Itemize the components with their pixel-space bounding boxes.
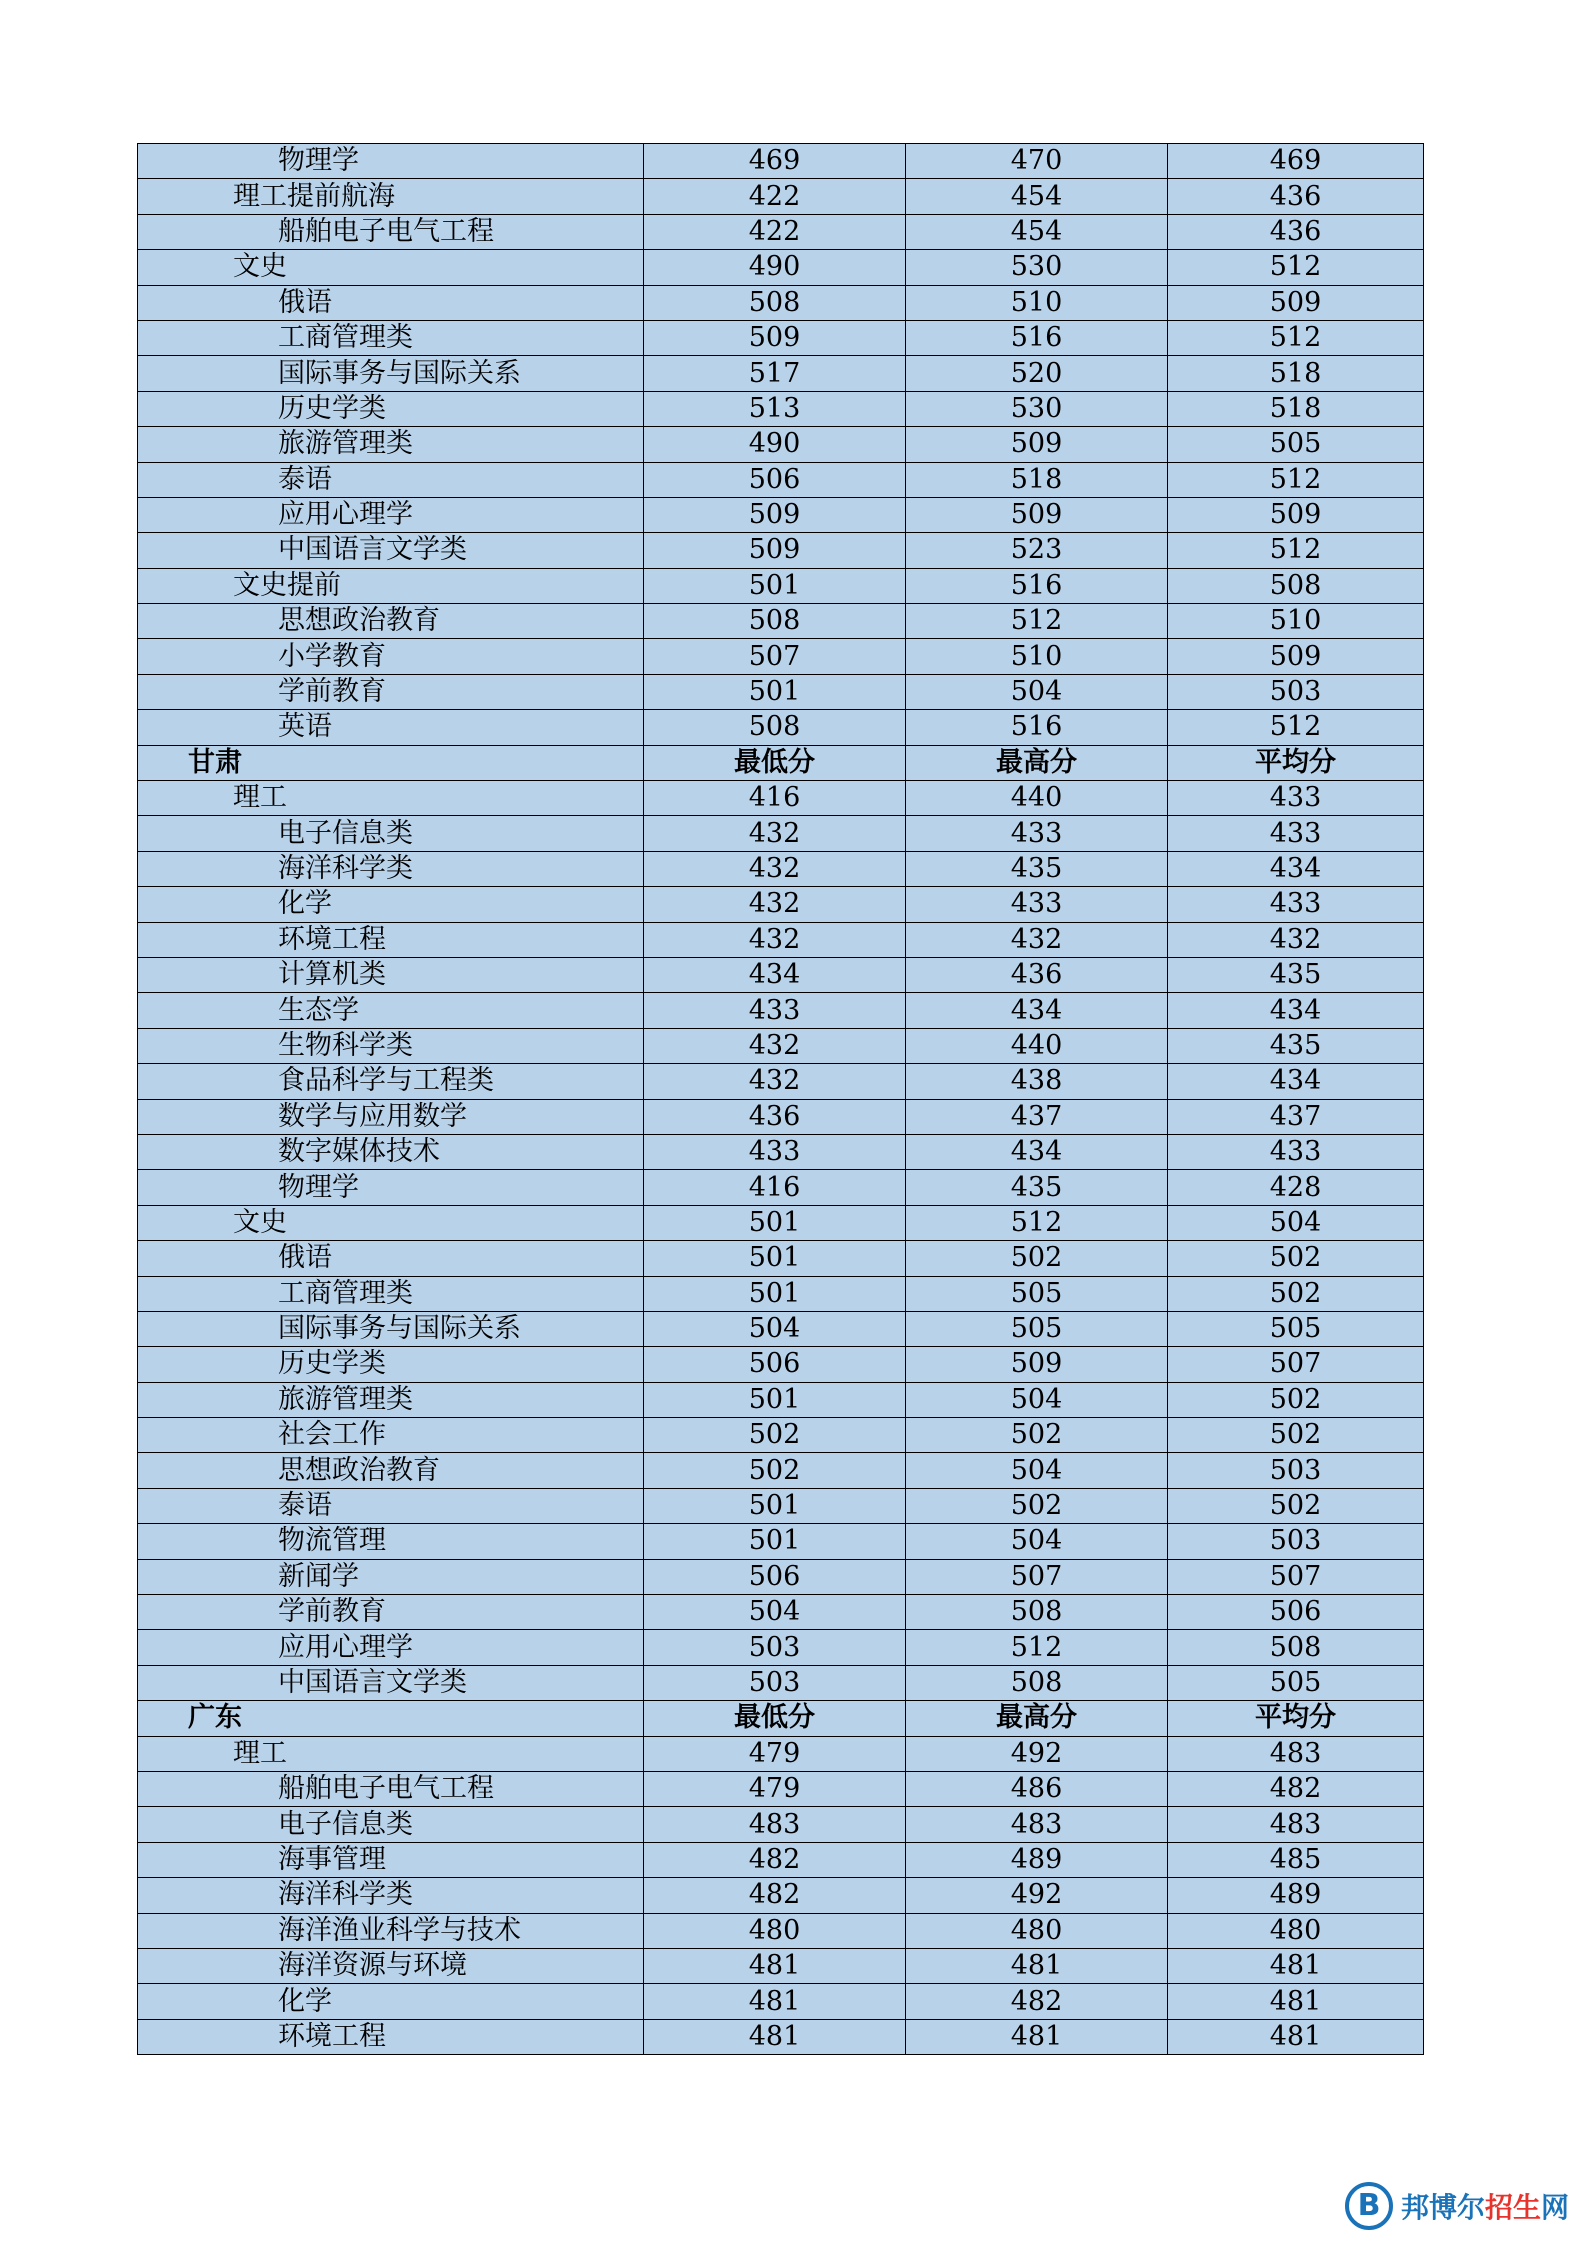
score-table	[137, 143, 1424, 2055]
major-name-cell: 数学与应用数学	[138, 1099, 644, 1134]
avg-score-cell: 512	[1168, 250, 1424, 285]
avg-score-cell: 469	[1168, 144, 1424, 179]
min-score-cell: 506	[644, 1347, 906, 1382]
min-score-cell: 482	[644, 1878, 906, 1913]
table-row	[138, 462, 1424, 497]
avg-score-cell: 508	[1168, 568, 1424, 603]
min-score-cell: 490	[644, 250, 906, 285]
category-row	[138, 1205, 1424, 1240]
major-name-cell: 俄语	[138, 285, 644, 320]
min-score-cell: 509	[644, 320, 906, 355]
max-score-cell: 437	[906, 1099, 1168, 1134]
province-header-row	[138, 745, 1424, 780]
watermark-text-a: 邦博尔	[1401, 2191, 1486, 2224]
min-score-cell: 501	[644, 1276, 906, 1311]
max-score-cell: 518	[906, 462, 1168, 497]
min-score-cell: 501	[644, 1524, 906, 1559]
min-score-cell: 432	[644, 887, 906, 922]
max-score-cell: 508	[906, 1595, 1168, 1630]
min-score-cell: 509	[644, 497, 906, 532]
min-score-cell: 481	[644, 2019, 906, 2054]
min-score-cell: 416	[644, 1170, 906, 1205]
avg-score-cell: 504	[1168, 1205, 1424, 1240]
table-row	[138, 533, 1424, 568]
max-score-cell: 530	[906, 391, 1168, 426]
max-score-cell: 504	[906, 1382, 1168, 1417]
avg-score-cell: 428	[1168, 1170, 1424, 1205]
table-row	[138, 1382, 1424, 1417]
major-name-cell: 文史	[138, 250, 644, 285]
max-score-cell: 440	[906, 781, 1168, 816]
max-score-cell: 504	[906, 1524, 1168, 1559]
table-row	[138, 214, 1424, 249]
table-row	[138, 674, 1424, 709]
column-header-cell: 最低分	[644, 745, 906, 780]
table-row	[138, 887, 1424, 922]
max-score-cell: 505	[906, 1311, 1168, 1346]
min-score-cell: 469	[644, 144, 906, 179]
column-header-cell: 平均分	[1168, 745, 1424, 780]
avg-score-cell: 505	[1168, 427, 1424, 462]
max-score-cell: 502	[906, 1418, 1168, 1453]
table-row	[138, 1453, 1424, 1488]
max-score-cell: 512	[906, 1205, 1168, 1240]
province-header-row	[138, 1701, 1424, 1736]
major-name-cell: 思想政治教育	[138, 604, 644, 639]
min-score-cell: 501	[644, 1488, 906, 1523]
max-score-cell: 435	[906, 1170, 1168, 1205]
table-row	[138, 816, 1424, 851]
avg-score-cell: 502	[1168, 1488, 1424, 1523]
avg-score-cell: 502	[1168, 1418, 1424, 1453]
table-row	[138, 1630, 1424, 1665]
table-row	[138, 2019, 1424, 2054]
max-score-cell: 509	[906, 427, 1168, 462]
avg-score-cell: 437	[1168, 1099, 1424, 1134]
min-score-cell: 509	[644, 533, 906, 568]
avg-score-cell: 512	[1168, 710, 1424, 745]
watermark-text-b: 招生	[1485, 2191, 1542, 2224]
avg-score-cell: 506	[1168, 1595, 1424, 1630]
max-score-cell: 509	[906, 497, 1168, 532]
major-name-cell: 电子信息类	[138, 816, 644, 851]
max-score-cell: 470	[906, 144, 1168, 179]
avg-score-cell: 435	[1168, 957, 1424, 992]
major-name-cell: 环境工程	[138, 922, 644, 957]
major-name-cell: 思想政治教育	[138, 1453, 644, 1488]
max-score-cell: 434	[906, 993, 1168, 1028]
major-name-cell: 电子信息类	[138, 1807, 644, 1842]
max-score-cell: 516	[906, 710, 1168, 745]
max-score-cell: 502	[906, 1488, 1168, 1523]
min-score-cell: 432	[644, 1028, 906, 1063]
max-score-cell: 512	[906, 604, 1168, 639]
min-score-cell: 506	[644, 1559, 906, 1594]
province-name-cell: 广东	[138, 1701, 644, 1736]
major-name-cell: 中国语言文学类	[138, 1665, 644, 1700]
min-score-cell: 508	[644, 710, 906, 745]
min-score-cell: 490	[644, 427, 906, 462]
table-row	[138, 356, 1424, 391]
table-row	[138, 710, 1424, 745]
min-score-cell: 502	[644, 1453, 906, 1488]
major-name-cell: 物理学	[138, 144, 644, 179]
min-score-cell: 504	[644, 1311, 906, 1346]
min-score-cell: 482	[644, 1842, 906, 1877]
avg-score-cell: 436	[1168, 179, 1424, 214]
major-name-cell: 历史学类	[138, 1347, 644, 1382]
min-score-cell: 432	[644, 851, 906, 886]
max-score-cell: 483	[906, 1807, 1168, 1842]
column-header-cell: 平均分	[1168, 1701, 1424, 1736]
table-row	[138, 1418, 1424, 1453]
table-row	[138, 1842, 1424, 1877]
avg-score-cell: 433	[1168, 887, 1424, 922]
max-score-cell: 508	[906, 1665, 1168, 1700]
avg-score-cell: 518	[1168, 356, 1424, 391]
table-row	[138, 851, 1424, 886]
major-name-cell: 食品科学与工程类	[138, 1064, 644, 1099]
min-score-cell: 501	[644, 1382, 906, 1417]
avg-score-cell: 434	[1168, 851, 1424, 886]
table-row	[138, 1878, 1424, 1913]
min-score-cell: 507	[644, 639, 906, 674]
max-score-cell: 433	[906, 816, 1168, 851]
table-row	[138, 1488, 1424, 1523]
min-score-cell: 508	[644, 604, 906, 639]
max-score-cell: 436	[906, 957, 1168, 992]
avg-score-cell: 433	[1168, 1134, 1424, 1169]
min-score-cell: 432	[644, 1064, 906, 1099]
max-score-cell: 507	[906, 1559, 1168, 1594]
min-score-cell: 483	[644, 1807, 906, 1842]
table-row	[138, 1276, 1424, 1311]
min-score-cell: 506	[644, 462, 906, 497]
max-score-cell: 510	[906, 285, 1168, 320]
table-row	[138, 1311, 1424, 1346]
avg-score-cell: 508	[1168, 1630, 1424, 1665]
table-row	[138, 1347, 1424, 1382]
table-row	[138, 604, 1424, 639]
avg-score-cell: 503	[1168, 1524, 1424, 1559]
min-score-cell: 513	[644, 391, 906, 426]
table-row	[138, 993, 1424, 1028]
max-score-cell: 438	[906, 1064, 1168, 1099]
avg-score-cell: 512	[1168, 320, 1424, 355]
column-header-cell: 最高分	[906, 1701, 1168, 1736]
min-score-cell: 432	[644, 816, 906, 851]
major-name-cell: 理工	[138, 781, 644, 816]
max-score-cell: 433	[906, 887, 1168, 922]
max-score-cell: 509	[906, 1347, 1168, 1382]
max-score-cell: 502	[906, 1241, 1168, 1276]
avg-score-cell: 502	[1168, 1241, 1424, 1276]
major-name-cell: 历史学类	[138, 391, 644, 426]
max-score-cell: 440	[906, 1028, 1168, 1063]
avg-score-cell: 481	[1168, 1984, 1424, 2019]
avg-score-cell: 502	[1168, 1382, 1424, 1417]
major-name-cell: 俄语	[138, 1241, 644, 1276]
major-name-cell: 工商管理类	[138, 320, 644, 355]
major-name-cell: 应用心理学	[138, 497, 644, 532]
avg-score-cell: 518	[1168, 391, 1424, 426]
max-score-cell: 492	[906, 1878, 1168, 1913]
max-score-cell: 510	[906, 639, 1168, 674]
major-name-cell: 旅游管理类	[138, 427, 644, 462]
major-name-cell: 社会工作	[138, 1418, 644, 1453]
major-name-cell: 海洋资源与环境	[138, 1948, 644, 1983]
category-row	[138, 568, 1424, 603]
table-row	[138, 1665, 1424, 1700]
major-name-cell: 理工提前航海	[138, 179, 644, 214]
table-row	[138, 922, 1424, 957]
min-score-cell: 479	[644, 1771, 906, 1806]
major-name-cell: 海洋科学类	[138, 851, 644, 886]
min-score-cell: 433	[644, 1134, 906, 1169]
max-score-cell: 504	[906, 1453, 1168, 1488]
avg-score-cell: 489	[1168, 1878, 1424, 1913]
min-score-cell: 480	[644, 1913, 906, 1948]
major-name-cell: 国际事务与国际关系	[138, 1311, 644, 1346]
avg-score-cell: 510	[1168, 604, 1424, 639]
major-name-cell: 化学	[138, 887, 644, 922]
major-name-cell: 生物科学类	[138, 1028, 644, 1063]
table-row	[138, 1807, 1424, 1842]
max-score-cell: 432	[906, 922, 1168, 957]
major-name-cell: 理工	[138, 1736, 644, 1771]
table-row	[138, 497, 1424, 532]
min-score-cell: 479	[644, 1736, 906, 1771]
max-score-cell: 481	[906, 1948, 1168, 1983]
watermark-badge-icon: B	[1345, 2182, 1393, 2230]
table-row	[138, 391, 1424, 426]
major-name-cell: 船舶电子电气工程	[138, 214, 644, 249]
avg-score-cell: 432	[1168, 922, 1424, 957]
avg-score-cell: 503	[1168, 1453, 1424, 1488]
min-score-cell: 508	[644, 285, 906, 320]
avg-score-cell: 433	[1168, 816, 1424, 851]
avg-score-cell: 433	[1168, 781, 1424, 816]
min-score-cell: 481	[644, 1948, 906, 1983]
score-table-body	[138, 144, 1424, 2055]
min-score-cell: 503	[644, 1630, 906, 1665]
major-name-cell: 海洋科学类	[138, 1878, 644, 1913]
avg-score-cell: 509	[1168, 639, 1424, 674]
major-name-cell: 船舶电子电气工程	[138, 1771, 644, 1806]
major-name-cell: 学前教育	[138, 674, 644, 709]
major-name-cell: 计算机类	[138, 957, 644, 992]
max-score-cell: 489	[906, 1842, 1168, 1877]
max-score-cell: 454	[906, 214, 1168, 249]
major-name-cell: 旅游管理类	[138, 1382, 644, 1417]
table-row	[138, 1771, 1424, 1806]
table-row	[138, 1028, 1424, 1063]
avg-score-cell: 434	[1168, 993, 1424, 1028]
max-score-cell: 480	[906, 1913, 1168, 1948]
max-score-cell: 504	[906, 674, 1168, 709]
max-score-cell: 481	[906, 2019, 1168, 2054]
table-row	[138, 1170, 1424, 1205]
min-score-cell: 501	[644, 674, 906, 709]
max-score-cell: 523	[906, 533, 1168, 568]
min-score-cell: 416	[644, 781, 906, 816]
major-name-cell: 工商管理类	[138, 1276, 644, 1311]
min-score-cell: 433	[644, 993, 906, 1028]
major-name-cell: 物理学	[138, 1170, 644, 1205]
table-row	[138, 639, 1424, 674]
table-row	[138, 320, 1424, 355]
major-name-cell: 新闻学	[138, 1559, 644, 1594]
major-name-cell: 物流管理	[138, 1524, 644, 1559]
avg-score-cell: 502	[1168, 1276, 1424, 1311]
min-score-cell: 432	[644, 922, 906, 957]
min-score-cell: 504	[644, 1595, 906, 1630]
max-score-cell: 454	[906, 179, 1168, 214]
avg-score-cell: 509	[1168, 497, 1424, 532]
max-score-cell: 482	[906, 1984, 1168, 2019]
watermark-logo	[1345, 2182, 1569, 2230]
major-name-cell: 应用心理学	[138, 1630, 644, 1665]
category-row	[138, 781, 1424, 816]
table-row	[138, 1913, 1424, 1948]
major-name-cell: 数字媒体技术	[138, 1134, 644, 1169]
table-row	[138, 285, 1424, 320]
min-score-cell: 501	[644, 568, 906, 603]
avg-score-cell: 482	[1168, 1771, 1424, 1806]
min-score-cell: 517	[644, 356, 906, 391]
min-score-cell: 503	[644, 1665, 906, 1700]
major-name-cell: 学前教育	[138, 1595, 644, 1630]
major-name-cell: 化学	[138, 1984, 644, 2019]
table-row	[138, 1559, 1424, 1594]
table-row	[138, 1948, 1424, 1983]
table-row	[138, 1524, 1424, 1559]
avg-score-cell: 436	[1168, 214, 1424, 249]
table-row	[138, 957, 1424, 992]
max-score-cell: 435	[906, 851, 1168, 886]
major-name-cell: 泰语	[138, 1488, 644, 1523]
max-score-cell: 505	[906, 1276, 1168, 1311]
max-score-cell: 492	[906, 1736, 1168, 1771]
major-name-cell: 中国语言文学类	[138, 533, 644, 568]
province-name-cell: 甘肃	[138, 745, 644, 780]
max-score-cell: 516	[906, 320, 1168, 355]
avg-score-cell: 512	[1168, 462, 1424, 497]
major-name-cell: 文史	[138, 1205, 644, 1240]
table-row	[138, 144, 1424, 179]
table-row	[138, 1134, 1424, 1169]
max-score-cell: 512	[906, 1630, 1168, 1665]
max-score-cell: 434	[906, 1134, 1168, 1169]
watermark-text-c: 网	[1541, 2191, 1570, 2224]
avg-score-cell: 483	[1168, 1807, 1424, 1842]
max-score-cell: 486	[906, 1771, 1168, 1806]
column-header-cell: 最高分	[906, 745, 1168, 780]
table-row	[138, 1595, 1424, 1630]
avg-score-cell: 481	[1168, 1948, 1424, 1983]
min-score-cell: 422	[644, 214, 906, 249]
major-name-cell: 海洋渔业科学与技术	[138, 1913, 644, 1948]
avg-score-cell: 434	[1168, 1064, 1424, 1099]
category-row	[138, 179, 1424, 214]
avg-score-cell: 505	[1168, 1665, 1424, 1700]
major-name-cell: 环境工程	[138, 2019, 644, 2054]
avg-score-cell: 507	[1168, 1347, 1424, 1382]
major-name-cell: 泰语	[138, 462, 644, 497]
min-score-cell: 481	[644, 1984, 906, 2019]
table-row	[138, 1241, 1424, 1276]
table-row	[138, 427, 1424, 462]
avg-score-cell: 435	[1168, 1028, 1424, 1063]
avg-score-cell: 509	[1168, 285, 1424, 320]
avg-score-cell: 483	[1168, 1736, 1424, 1771]
avg-score-cell: 485	[1168, 1842, 1424, 1877]
min-score-cell: 422	[644, 179, 906, 214]
avg-score-cell: 507	[1168, 1559, 1424, 1594]
watermark-text	[1401, 2186, 1569, 2226]
avg-score-cell: 503	[1168, 674, 1424, 709]
min-score-cell: 501	[644, 1241, 906, 1276]
major-name-cell: 英语	[138, 710, 644, 745]
major-name-cell: 文史提前	[138, 568, 644, 603]
major-name-cell: 生态学	[138, 993, 644, 1028]
column-header-cell: 最低分	[644, 1701, 906, 1736]
avg-score-cell: 505	[1168, 1311, 1424, 1346]
min-score-cell: 501	[644, 1205, 906, 1240]
min-score-cell: 434	[644, 957, 906, 992]
avg-score-cell: 481	[1168, 2019, 1424, 2054]
min-score-cell: 436	[644, 1099, 906, 1134]
max-score-cell: 516	[906, 568, 1168, 603]
category-row	[138, 250, 1424, 285]
min-score-cell: 502	[644, 1418, 906, 1453]
max-score-cell: 520	[906, 356, 1168, 391]
table-row	[138, 1099, 1424, 1134]
avg-score-cell: 512	[1168, 533, 1424, 568]
table-row	[138, 1984, 1424, 2019]
max-score-cell: 530	[906, 250, 1168, 285]
category-row	[138, 1736, 1424, 1771]
major-name-cell: 海事管理	[138, 1842, 644, 1877]
table-row	[138, 1064, 1424, 1099]
avg-score-cell: 480	[1168, 1913, 1424, 1948]
major-name-cell: 小学教育	[138, 639, 644, 674]
major-name-cell: 国际事务与国际关系	[138, 356, 644, 391]
